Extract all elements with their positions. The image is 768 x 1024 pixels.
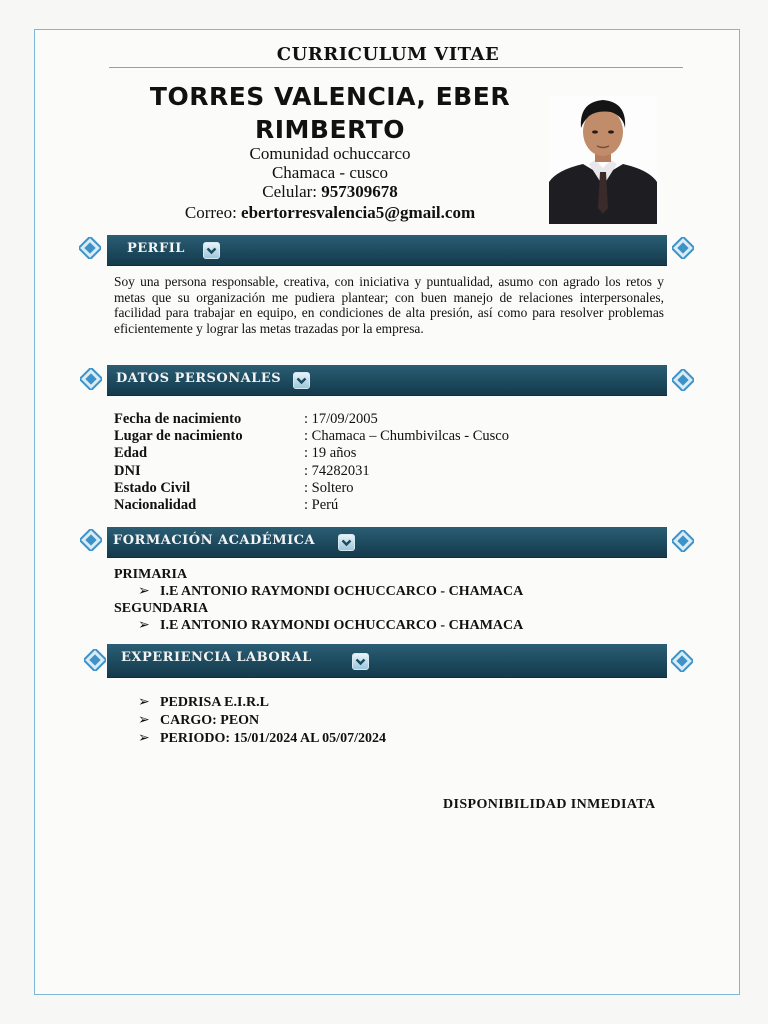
arrow-bullet-icon: ➢: [138, 731, 150, 746]
chevron-down-icon[interactable]: [203, 242, 220, 259]
availability-note: DISPONIBILIDAD INMEDIATA: [443, 797, 656, 812]
arrow-bullet-icon: ➢: [138, 713, 150, 728]
list-item: [138, 694, 386, 712]
profile-photo: [549, 96, 657, 224]
chevron-down-icon[interactable]: [352, 653, 369, 670]
section-title-datos: DATOS PERSONALES: [116, 371, 282, 386]
address-line-1: Comunidad ochuccarco: [249, 144, 411, 163]
document-title: CURRICULUM VITAE: [276, 44, 500, 65]
email-value: ebertorresvalencia5@gmail.com: [241, 203, 476, 222]
diamond-icon: [671, 650, 693, 672]
data-row: [114, 480, 509, 497]
section-header-perfil: [107, 235, 667, 265]
email-label: Correo:: [184, 203, 237, 222]
phone-line: [130, 182, 530, 202]
data-label: Lugar de nacimiento: [114, 428, 243, 445]
data-label: Estado Civil: [114, 479, 191, 496]
address-line-2: Chamaca - cusco: [271, 163, 389, 182]
data-value: : Perú: [298, 497, 338, 514]
company-name: PEDRISA E.I.R.L: [160, 695, 269, 710]
data-label: DNI: [114, 462, 141, 479]
data-row: [114, 463, 509, 480]
portrait-image: [549, 96, 657, 224]
data-value: : Chamaca – Chumbivilcas - Cusco: [298, 428, 509, 445]
data-value: : 17/09/2005: [298, 411, 378, 428]
phone-value: 957309678: [321, 182, 398, 201]
name-line-2: RIMBERTO: [255, 115, 405, 144]
experience-list: [138, 694, 386, 748]
data-label: Nacionalidad: [114, 496, 197, 513]
phone-label: Celular:: [262, 182, 317, 201]
section-title-formacion: FORMACIÓN ACADÉMICA: [113, 533, 316, 548]
education-list: [114, 566, 523, 634]
name-line-1: TORRES VALENCIA, EBER: [149, 82, 511, 111]
list-item: [138, 712, 386, 730]
data-row: [114, 428, 509, 445]
secundaria-heading: SEGUNDARIA: [114, 601, 209, 616]
diamond-icon: [79, 237, 101, 259]
section-header-datos: [107, 365, 667, 395]
data-row: [114, 411, 509, 428]
arrow-bullet-icon: ➢: [138, 618, 150, 633]
primaria-heading: PRIMARIA: [114, 567, 188, 582]
diamond-icon: [672, 369, 694, 391]
personal-data-list: [114, 411, 509, 514]
job-title: CARGO: PEON: [160, 713, 260, 728]
data-label: Fecha de nacimiento: [114, 411, 242, 427]
arrow-bullet-icon: ➢: [138, 584, 150, 599]
email-line: [130, 203, 530, 223]
list-item: [114, 617, 523, 634]
data-value: : 19 años: [298, 445, 356, 462]
data-value: : Soltero: [298, 480, 354, 497]
section-title-perfil: PERFIL: [127, 241, 185, 256]
diamond-icon: [672, 237, 694, 259]
data-value: : 74282031: [298, 463, 370, 480]
data-label: Edad: [114, 445, 148, 462]
list-item: [114, 583, 523, 600]
section-header-formacion: [107, 527, 667, 557]
section-title-experiencia: EXPERIENCIA LABORAL: [121, 650, 312, 665]
chevron-down-icon[interactable]: [293, 372, 310, 389]
list-item: [138, 730, 386, 748]
title-underline: [109, 67, 683, 68]
primaria-school: I.E ANTONIO RAYMONDI OCHUCCARCO - CHAMACA: [160, 584, 524, 599]
section-header-experiencia: [107, 644, 667, 677]
cv-page: [34, 29, 740, 995]
arrow-bullet-icon: ➢: [138, 695, 150, 710]
diamond-icon: [672, 530, 694, 552]
diamond-icon: [84, 649, 106, 671]
job-period: PERIODO: 15/01/2024 AL 05/07/2024: [160, 731, 386, 746]
diamond-icon: [80, 368, 102, 390]
secundaria-school: I.E ANTONIO RAYMONDI OCHUCCARCO - CHAMACA: [160, 618, 524, 633]
profile-summary: Soy una persona responsable, creativa, con iniciativa y puntualidad, asumo con agrado los retos y metas que su organización me pudiera plantear; con buen manejo de relaciones interpersonales, facilidad para trabajar en equipo, en condiciones de alta presión, así como para resolver problemas eficientemente y lograr las metas trazadas por la empresa.: [114, 274, 664, 336]
chevron-down-icon[interactable]: [338, 534, 355, 551]
data-row: [114, 445, 509, 462]
full-name: [130, 80, 530, 146]
data-row: [114, 497, 509, 514]
diamond-icon: [80, 529, 102, 551]
